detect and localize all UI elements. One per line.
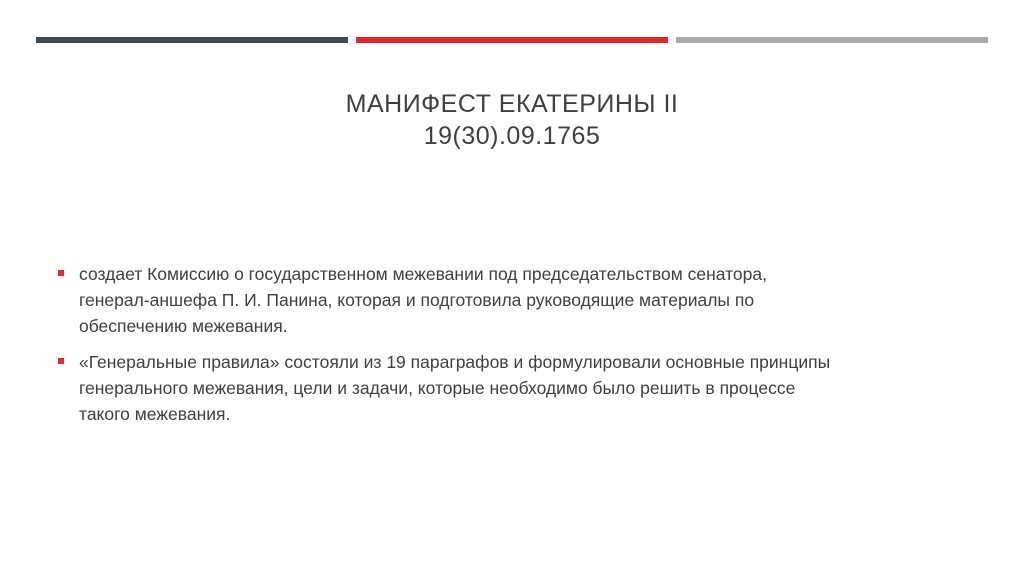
bullet-text-line: генерального межевания, цели и задачи, которые необходимо было решить в процессе [79, 378, 796, 398]
bullet-list [58, 261, 958, 437]
accent-bar-red [356, 37, 668, 43]
slide-title [0, 88, 1024, 152]
header-accent-bars [36, 37, 988, 43]
accent-bar-gray [676, 37, 988, 43]
square-bullet-icon [58, 358, 64, 364]
bullet-text-line: генерал-аншефа П. И. Панина, которая и подготовила руководящие материалы по [79, 290, 755, 310]
bullet-item [58, 349, 958, 427]
bullet-text-line: «Генеральные правила» состояли из 19 параграфов и формулировали основные принципы [79, 352, 831, 372]
bullet-item [58, 261, 958, 339]
bullet-text-line: обеспечению межевания. [79, 316, 288, 336]
bullet-text-line: такого межевания. [79, 404, 231, 424]
title-line-1: МАНИФЕСТ ЕКАТЕРИНЫ II [345, 90, 679, 118]
accent-bar-dark [36, 37, 348, 43]
bullet-text-line: создает Комиссию о государственном межевании под председательством сенатора, [79, 264, 767, 284]
square-bullet-icon [58, 270, 64, 276]
title-line-2: 19(30).09.1765 [423, 122, 601, 150]
